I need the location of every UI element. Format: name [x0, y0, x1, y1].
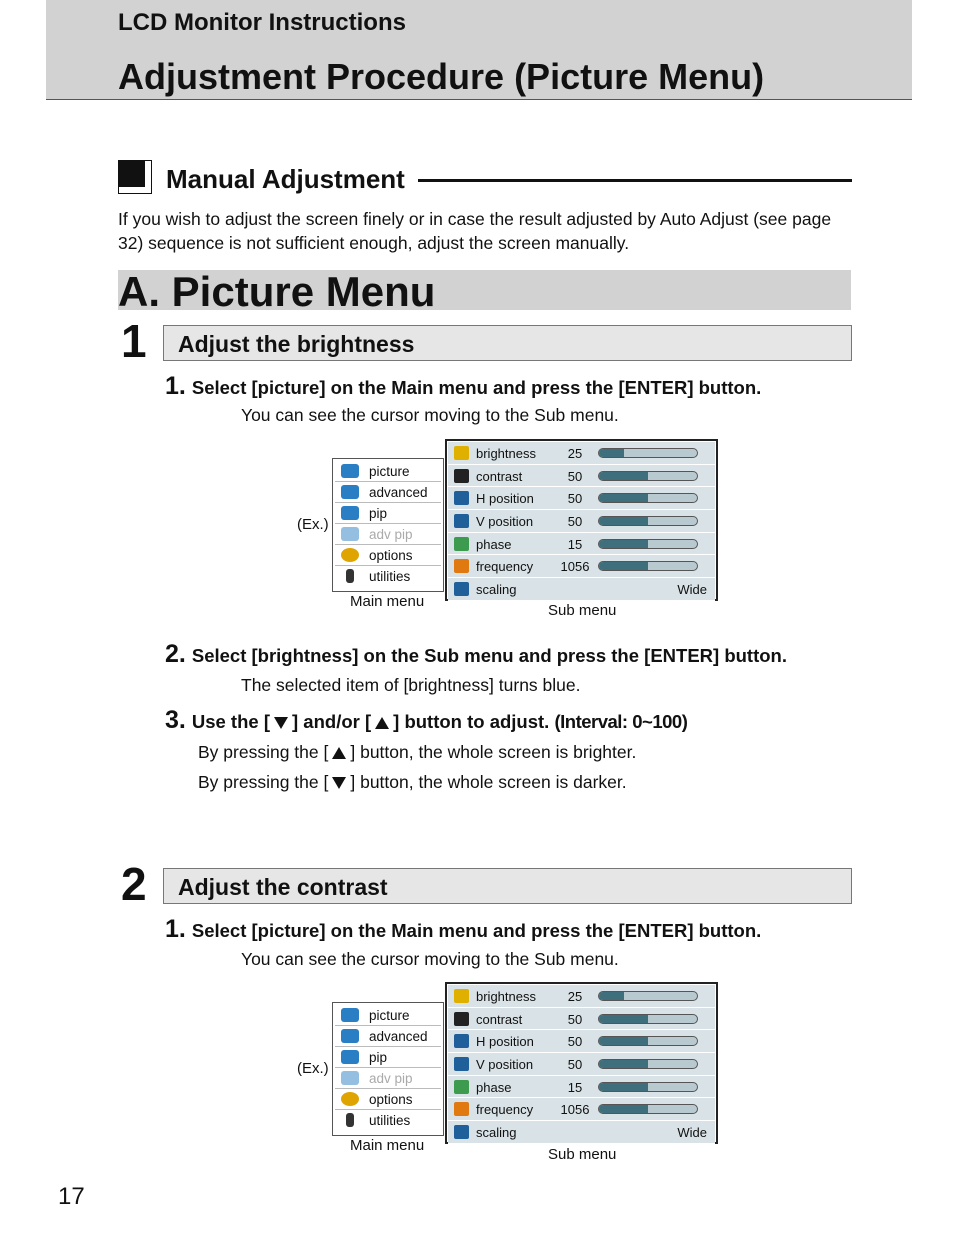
- sub-menu-item-value: 50: [567, 1011, 583, 1027]
- sub-menu-item: [448, 985, 715, 1008]
- sub-item-icon: [454, 1125, 469, 1139]
- level-bar-fill: [599, 540, 648, 548]
- example-label: (Ex.): [297, 516, 329, 533]
- main-menu-item: [335, 1005, 441, 1026]
- menu-item-icon: [341, 464, 359, 478]
- step-text-mid: ] and/or [: [292, 711, 372, 732]
- menu-item-icon: [341, 527, 359, 541]
- sub-menu-item-value: Wide: [677, 1125, 707, 1141]
- sub-menu-item-value: 25: [567, 989, 583, 1004]
- sub-item-icon: [454, 559, 469, 573]
- sub-menu-item: [448, 1121, 715, 1144]
- sub-item-icon: [454, 1012, 469, 1026]
- sub-menu-item-label: scaling: [476, 582, 517, 598]
- sub-menu: [445, 439, 718, 601]
- intro-paragraph: If you wish to adjust the screen finely or in case the result adjusted by Auto Adjust (see page 32) sequence is not sufficient enough, adjust the screen manually.: [118, 209, 832, 253]
- level-bar-fill: [599, 1037, 648, 1045]
- main-menu-item-label: options: [369, 548, 413, 563]
- s1-step-2-note: The selected item of [brightness] turns blue.: [241, 675, 581, 695]
- sub-menu-item-value: 1056: [560, 1102, 590, 1118]
- sub-menu-item-value: 25: [567, 446, 583, 461]
- sub-menu-item: [448, 1030, 715, 1053]
- sub-menu-item-label: contrast: [476, 1011, 523, 1027]
- menu-item-icon: [341, 548, 359, 562]
- main-menu-caption: Main menu: [350, 1137, 425, 1154]
- menu-item-icon: [341, 1029, 359, 1043]
- section-2-number: 2: [121, 858, 147, 910]
- down-triangle-icon: [332, 777, 346, 789]
- note-text: By pressing the [: [198, 742, 329, 762]
- menu-item-icon: [346, 1113, 354, 1127]
- menu-item-icon: [341, 485, 359, 499]
- sub-menu-item-label: frequency: [476, 559, 534, 575]
- main-menu-item-label: pip: [369, 1050, 388, 1065]
- main-menu-item-label: picture: [369, 464, 410, 479]
- interval-text: (Interval: 0~100): [554, 711, 688, 732]
- s1-step-2: [165, 640, 787, 669]
- level-bar: [598, 1059, 698, 1069]
- step-number: 1.: [165, 915, 186, 943]
- picture-menu-heading: A. Picture Menu: [118, 268, 436, 315]
- main-menu-item-label: advanced: [369, 1029, 428, 1044]
- sub-item-icon: [454, 1080, 469, 1094]
- section-2-title: Adjust the contrast: [178, 874, 388, 900]
- sub-menu-item: [448, 578, 715, 601]
- menu-item-icon: [341, 1071, 359, 1085]
- menu-item-icon: [346, 569, 354, 583]
- main-menu-caption: Main menu: [350, 593, 425, 610]
- sub-menu-item-value: 50: [567, 1057, 583, 1073]
- page-header: [46, 0, 912, 100]
- sub-item-icon: [454, 1057, 469, 1071]
- sub-menu-item-value: 1056: [560, 559, 590, 575]
- sub-menu-item-label: brightness: [476, 989, 536, 1004]
- level-bar: [598, 1036, 698, 1046]
- main-menu-item-label: options: [369, 1092, 413, 1107]
- section-1-number: 1: [121, 315, 147, 367]
- sub-menu-item-label: H position: [476, 1034, 534, 1050]
- main-menu: [332, 1002, 444, 1136]
- sub-menu-item-value: Wide: [677, 582, 707, 598]
- main-menu-item: [335, 461, 441, 482]
- level-bar-fill: [599, 1083, 648, 1091]
- sub-menu-item-label: contrast: [476, 468, 523, 484]
- sub-menu-item: [448, 1076, 715, 1099]
- sub-menu-item: [448, 555, 715, 578]
- main-menu-item: [335, 1047, 441, 1068]
- note-text: By pressing the [: [198, 772, 329, 792]
- main-menu-item: [335, 1026, 441, 1047]
- sub-item-icon: [454, 469, 469, 483]
- step-text: Select [brightness] on the Sub menu and press the [ENTER] button.: [191, 645, 787, 666]
- main-menu-item: [335, 524, 441, 545]
- main-menu-item: [335, 1068, 441, 1089]
- main-menu-item: [335, 545, 441, 566]
- menu-item-icon: [341, 1050, 359, 1064]
- step-number: 2.: [165, 640, 186, 668]
- sub-menu-item-label: scaling: [476, 1125, 517, 1141]
- sub-menu-item-label: V position: [476, 514, 534, 530]
- s2-step-1: [165, 915, 761, 944]
- level-bar: [598, 1014, 698, 1024]
- main-menu-item-label: utilities: [369, 569, 411, 584]
- level-bar: [598, 1082, 698, 1092]
- level-bar: [598, 1104, 698, 1114]
- level-bar: [598, 539, 698, 549]
- sub-menu-item: [448, 1053, 715, 1076]
- step-text: Select [picture] on the Main menu and press the [ENTER] button.: [191, 920, 762, 941]
- s1-step-3-note-1: [198, 742, 636, 763]
- sub-menu-item-value: 15: [567, 1079, 583, 1095]
- section-1-title-box: [163, 325, 852, 361]
- s1-step-3: [165, 706, 687, 735]
- sub-menu-item-label: brightness: [476, 446, 536, 461]
- sub-item-icon: [454, 1034, 469, 1048]
- step-text-post: ] button to adjust.: [393, 711, 550, 732]
- example-label: (Ex.): [297, 1060, 329, 1077]
- heading-rule: [418, 179, 852, 182]
- sub-menu-item-label: H position: [476, 491, 534, 507]
- level-bar: [598, 448, 698, 458]
- sub-menu-item: [448, 487, 715, 510]
- sub-item-icon: [454, 989, 469, 1003]
- main-menu-item-label: adv pip: [369, 527, 413, 542]
- menu-item-icon: [341, 1092, 359, 1106]
- level-bar-fill: [599, 1060, 648, 1068]
- sub-item-icon: [454, 1102, 469, 1116]
- section-1-title: Adjust the brightness: [178, 331, 415, 357]
- step-number: 3.: [165, 706, 186, 734]
- step-number: 1.: [165, 372, 186, 400]
- sub-item-icon: [454, 514, 469, 528]
- sub-menu-item-label: phase: [476, 536, 512, 552]
- s2-step-1-note: You can see the cursor moving to the Sub menu.: [241, 949, 619, 969]
- up-triangle-icon: [332, 747, 346, 759]
- page-title: Adjustment Procedure (Picture Menu): [118, 56, 765, 97]
- s1-step-1-note: You can see the cursor moving to the Sub menu.: [241, 405, 619, 425]
- sub-menu-item-value: 50: [567, 468, 583, 484]
- sub-menu-item-value: 50: [567, 1034, 583, 1050]
- sub-menu: [445, 982, 718, 1144]
- up-triangle-icon: [375, 717, 389, 729]
- main-menu-item-label: adv pip: [369, 1071, 413, 1086]
- level-bar: [598, 561, 698, 571]
- main-menu-item: [335, 1089, 441, 1110]
- s1-step-1: [165, 372, 761, 401]
- main-menu-item-label: picture: [369, 1008, 410, 1023]
- sub-item-icon: [454, 446, 469, 460]
- sub-menu-item-value: 15: [567, 536, 583, 552]
- square-bullet-icon: [118, 160, 152, 194]
- sub-menu-item: [448, 465, 715, 488]
- sub-menu-item-value: 50: [567, 491, 583, 507]
- sub-menu-item: [448, 510, 715, 533]
- picture-menu-banner: [118, 268, 851, 315]
- sub-menu-item: [448, 1008, 715, 1031]
- manual-adjustment-label: Manual Adjustment: [166, 164, 411, 195]
- main-menu-item: [335, 566, 441, 587]
- main-menu-item-label: pip: [369, 506, 388, 521]
- note-text: ] button, the whole screen is darker.: [350, 772, 627, 792]
- manual-adjustment-heading: [118, 160, 852, 194]
- sub-menu-item: [448, 533, 715, 556]
- sub-item-icon: [454, 582, 469, 596]
- step-text-pre: Use the [: [191, 711, 270, 732]
- down-triangle-icon: [274, 717, 288, 729]
- sub-menu-caption: Sub menu: [548, 602, 617, 619]
- section-2-title-box: [163, 868, 852, 904]
- menu-item-icon: [341, 1008, 359, 1022]
- sub-menu-caption: Sub menu: [548, 1146, 617, 1163]
- main-menu-item: [335, 1110, 441, 1131]
- s1-step-3-note-2: [198, 772, 627, 793]
- sub-item-icon: [454, 491, 469, 505]
- level-bar-fill: [599, 449, 624, 457]
- level-bar-fill: [599, 517, 648, 525]
- sub-menu-item: [448, 442, 715, 465]
- level-bar-fill: [599, 1105, 648, 1113]
- sub-menu-item: [448, 1098, 715, 1121]
- sub-menu-item-value: 50: [567, 514, 583, 530]
- level-bar-fill: [599, 992, 624, 1000]
- level-bar: [598, 471, 698, 481]
- note-text: ] button, the whole screen is brighter.: [350, 742, 637, 762]
- sub-menu-item-label: V position: [476, 1057, 534, 1073]
- menu-item-icon: [341, 506, 359, 520]
- sub-item-icon: [454, 537, 469, 551]
- level-bar-fill: [599, 494, 648, 502]
- level-bar: [598, 516, 698, 526]
- main-menu-item-label: utilities: [369, 1113, 411, 1128]
- level-bar-fill: [599, 562, 648, 570]
- main-menu-item-label: advanced: [369, 485, 428, 500]
- sub-menu-item-label: phase: [476, 1079, 512, 1095]
- level-bar: [598, 991, 698, 1001]
- header-subtitle: LCD Monitor Instructions: [118, 9, 406, 36]
- sub-menu-item-label: frequency: [476, 1102, 534, 1118]
- step-text: Select [picture] on the Main menu and press the [ENTER] button.: [191, 377, 762, 398]
- level-bar-fill: [599, 472, 648, 480]
- main-menu-item: [335, 503, 441, 524]
- main-menu: [332, 458, 444, 592]
- page-number: 17: [58, 1183, 85, 1210]
- level-bar: [598, 493, 698, 503]
- main-menu-item: [335, 482, 441, 503]
- level-bar-fill: [599, 1015, 648, 1023]
